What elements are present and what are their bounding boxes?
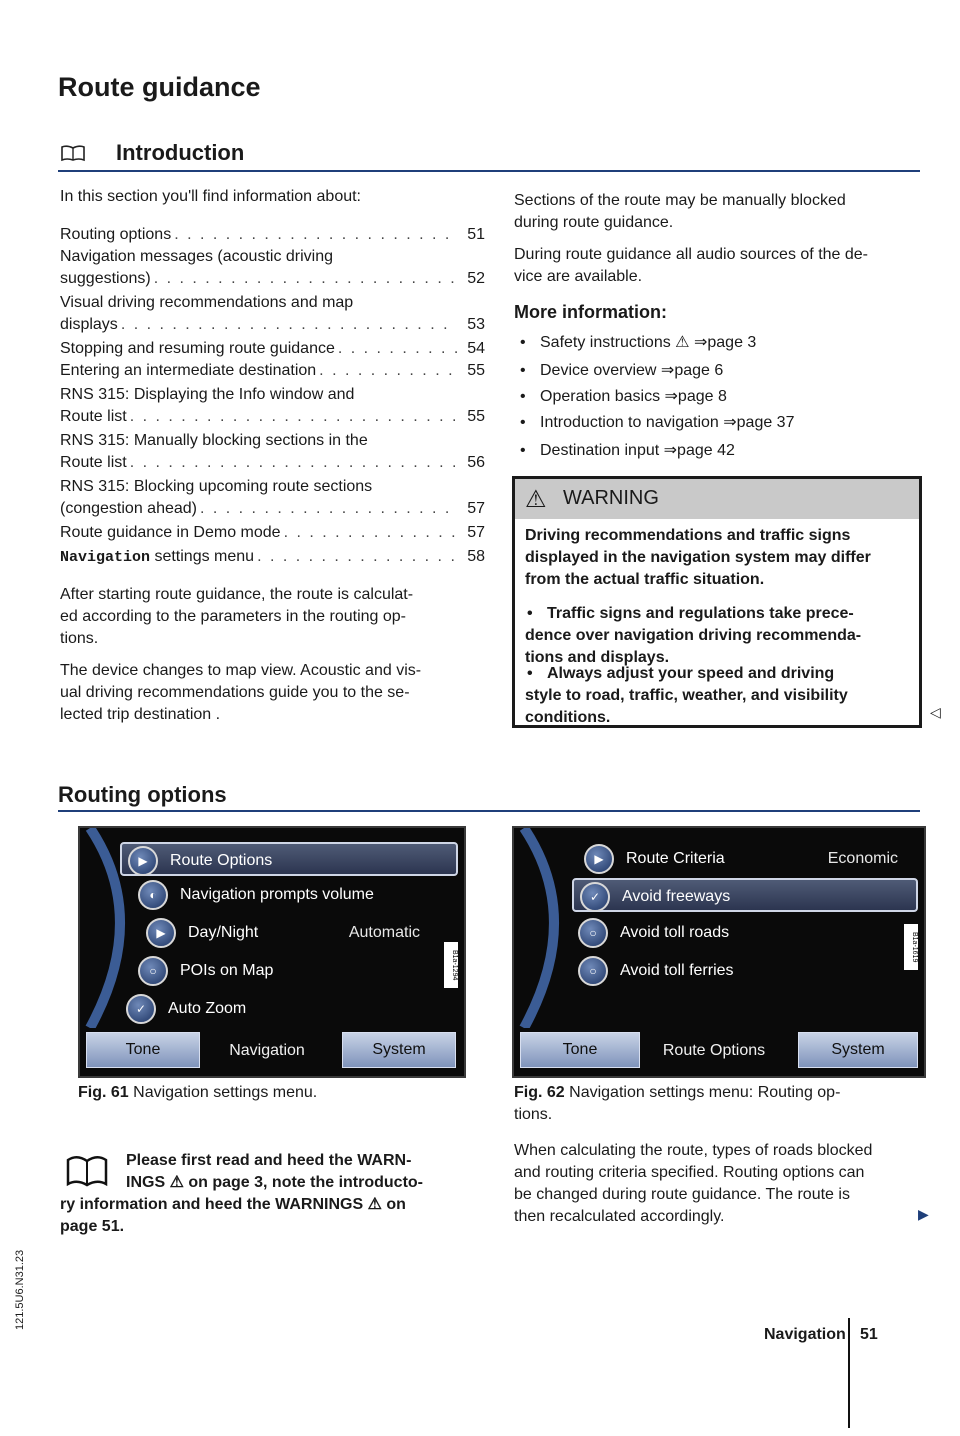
figure-id: B1a-1294	[444, 942, 458, 988]
tab-navigation[interactable]: Navigation	[229, 1042, 305, 1059]
toc-item: Stopping and resuming route guidance . . . 54	[60, 338, 485, 360]
toc-item: RNS 315: Displaying the Info window and Route list . . . 55	[60, 384, 485, 428]
tab-system[interactable]: System	[798, 1032, 918, 1068]
figure-id: B1a-1619	[904, 924, 918, 970]
toc-item: RNS 315: Blocking upcoming route sections (congestion ahead) . . . 57	[60, 476, 485, 520]
arrow-icon: ▶	[584, 844, 614, 874]
menu-item-navigation-prompts-volume[interactable]: ◐ Navigation prompts volume	[132, 878, 432, 912]
menu-item-day-night[interactable]: ▶ Day/Night Automatic	[140, 916, 440, 950]
toc-item: Navigation messages (acoustic driving suggestions) . . . 52	[60, 246, 485, 290]
fig61-screen	[78, 826, 466, 1078]
menu-item-avoid-toll-roads[interactable]: ○ Avoid toll roads	[572, 916, 872, 950]
routing-options-heading: Routing options	[58, 782, 227, 807]
menu-item-pois-on-map[interactable]: ○ POIs on Map	[132, 954, 432, 988]
warning-box	[512, 476, 922, 728]
warning-item: • Always adjust your speed and driving style to road, traffic, weather, and visibility conditions.	[547, 663, 917, 729]
toc-item: Entering an intermediate destination . . . 55	[60, 360, 485, 382]
arrow-icon: ▶	[128, 846, 158, 876]
page-number: 51	[860, 1326, 878, 1343]
audio-paragraph: During route guidance all audio sources of the de- vice are available.	[514, 246, 868, 285]
header-rule	[58, 170, 920, 172]
footer-section: Navigation	[764, 1326, 846, 1343]
menu-item-route-options[interactable]: ▶ Route Options	[120, 842, 458, 876]
fig62-screen	[512, 826, 926, 1078]
more-info-item[interactable]: • Introduction to navigation ⇒page 37	[540, 412, 794, 434]
section-title: Route guidance	[58, 72, 261, 102]
footer-divider	[848, 1318, 850, 1428]
checkbox-checked-icon: ✓	[126, 994, 156, 1024]
tab-tone[interactable]: Tone	[520, 1032, 640, 1068]
toc-item: Routing options . . . 51	[60, 224, 485, 246]
more-info-item[interactable]: • Device overview ⇒page 6	[540, 360, 723, 382]
after-start-paragraph: After starting route guidance, the route is calculat- ed according to the parameters in the routing op- tions.	[60, 586, 414, 647]
recalc-paragraph: When calculating the route, types of roads blocked and routing criteria specified. Routing options can be changed during route guidance. The route is then recalculated accordingly.	[514, 1142, 873, 1225]
warning-triangle-icon: ⚠	[525, 486, 547, 513]
fig62-caption: Fig. 62 Navigation settings menu: Routing op- tions.	[514, 1084, 841, 1123]
checkbox-unchecked-icon: ○	[138, 956, 168, 986]
warning-header	[515, 479, 919, 519]
checkbox-unchecked-icon: ○	[578, 956, 608, 986]
toc-item: RNS 315: Manually blocking sections in the Route list . . . 56	[60, 430, 485, 474]
intro-text: In this section you'll find information about:	[60, 188, 361, 205]
menu-item-route-criteria[interactable]: ▶ Route Criteria Economic	[578, 842, 918, 876]
toc-item: Navigation settings menu . . . 58	[60, 546, 485, 569]
fig61-caption: Fig. 61 Navigation settings menu.	[78, 1084, 318, 1101]
tab-tone[interactable]: Tone	[86, 1032, 200, 1068]
tab-route-options[interactable]: Route Options	[662, 1042, 766, 1059]
toc-item: Visual driving recommendations and map displays . . . 53	[60, 292, 485, 336]
menu-item-avoid-freeways[interactable]: ✓ Avoid freeways	[572, 878, 918, 912]
toc-item: Route guidance in Demo mode . . . 57	[60, 522, 485, 544]
manual-block-paragraph: Sections of the route may be manually blocked during route guidance.	[514, 192, 846, 231]
checkbox-unchecked-icon: ○	[578, 918, 608, 948]
speaker-icon: ◐	[138, 880, 168, 910]
note-text: Please first read and heed the WARN- INGS ⚠ on page 3, note the introducto- ry information and heed the WARNINGS ⚠ on page 51.	[60, 1152, 424, 1235]
map-view-paragraph: The device changes to map view. Acoustic and vis- ual driving recommendations guide you to the se- lected trip destination .	[60, 662, 422, 723]
book-icon	[60, 144, 86, 162]
tab-system[interactable]: System	[342, 1032, 456, 1068]
more-info-item[interactable]: • Operation basics ⇒page 8	[540, 386, 727, 408]
warning-title: WARNING	[563, 487, 659, 509]
continue-arrow-icon: ▶	[918, 1206, 929, 1222]
more-info-item[interactable]: • Destination input ⇒page 42	[540, 440, 735, 462]
more-info-item[interactable]: • Safety instructions ⚠ ⇒page 3	[540, 332, 756, 354]
end-marker-icon: ◁	[930, 704, 941, 720]
menu-item-auto-zoom[interactable]: ✓ Auto Zoom	[120, 992, 420, 1026]
warning-item: • Traffic signs and regulations take prece- dence over navigation driving recommenda- tions and displays.	[547, 603, 917, 669]
more-info-heading: More information:	[514, 302, 667, 322]
checkbox-checked-icon: ✓	[580, 882, 610, 912]
intro-heading: Introduction	[116, 140, 245, 165]
routing-rule	[58, 810, 920, 812]
menu-item-avoid-toll-ferries[interactable]: ○ Avoid toll ferries	[572, 954, 872, 988]
warning-main-text: Driving recommendations and traffic signs displayed in the navigation system may differ from the actual traffic situation.	[525, 527, 871, 588]
margin-code: 121.5U6.N31.23	[14, 1249, 26, 1330]
arrow-icon: ▶	[146, 918, 176, 948]
